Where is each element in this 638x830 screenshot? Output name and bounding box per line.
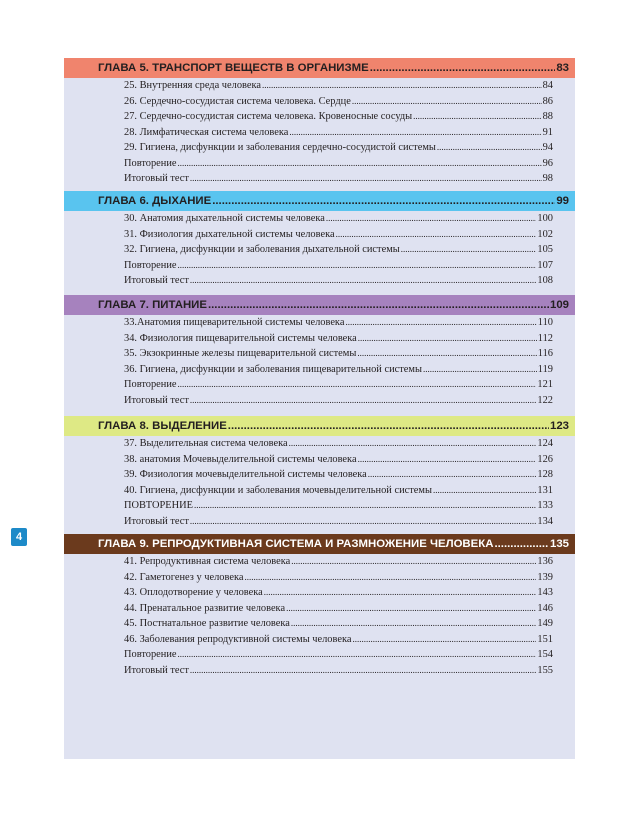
dot-leader xyxy=(178,647,537,663)
entry-title: Итоговый тест xyxy=(124,173,189,184)
chapter-page-number: 135 xyxy=(549,538,569,550)
entry-page-number: 94 xyxy=(542,142,553,153)
toc-entry[interactable] xyxy=(64,140,575,156)
entry-title: 41. Репродуктивная система человека xyxy=(124,556,291,567)
entry-page-number: 112 xyxy=(537,332,553,344)
toc-entry[interactable] xyxy=(64,346,575,362)
dot-leader xyxy=(352,94,542,110)
dot-leader xyxy=(413,109,541,125)
entry-page-number: 143 xyxy=(537,587,553,598)
chapter-header[interactable] xyxy=(64,295,575,315)
entry-title: 25. Внутренняя среда человека xyxy=(124,80,261,91)
entry-title: 32. Гигиена, дисфункции и заболевания дыхательной системы xyxy=(124,244,400,255)
toc-entry[interactable] xyxy=(64,498,575,514)
dot-leader xyxy=(289,125,541,141)
dot-leader xyxy=(190,514,536,530)
dot-leader xyxy=(358,452,537,468)
dot-leader xyxy=(423,362,537,378)
dot-leader xyxy=(286,601,536,617)
toc-entry[interactable] xyxy=(64,467,575,483)
chapter-9 xyxy=(64,534,575,678)
chapter-title: ГЛАВА 7. ПИТАНИЕ xyxy=(98,299,207,311)
dot-leader xyxy=(401,242,537,258)
entry-page-number: 105 xyxy=(537,244,553,255)
entry-title: Итоговый тест xyxy=(124,275,189,286)
chapter-page-number: 123 xyxy=(549,420,569,432)
toc-entry[interactable] xyxy=(64,601,575,617)
page-number-badge: 4 xyxy=(11,528,27,546)
chapter-page-number: 83 xyxy=(556,62,569,74)
dot-leader xyxy=(352,632,536,648)
dot-leader xyxy=(370,62,556,74)
entry-title: 29. Гигиена, дисфункции и заболевания сердечно-сосудистой системы xyxy=(124,142,436,153)
entry-page-number: 131 xyxy=(537,484,553,496)
dot-leader xyxy=(345,315,536,331)
chapter-page-number: 99 xyxy=(556,195,569,207)
entry-title: Повторение xyxy=(124,379,177,390)
entry-title: Итоговый тест xyxy=(124,394,189,406)
entry-page-number: 91 xyxy=(542,126,553,138)
dot-leader xyxy=(326,211,537,227)
entry-title: 42. Гаметогенез у человека xyxy=(124,571,244,583)
dot-leader xyxy=(264,585,537,601)
entry-page-number: 133 xyxy=(537,500,553,511)
entry-title: 36. Гигиена, дисфункции и заболевания пищеварительной системы xyxy=(124,363,422,375)
toc-entry[interactable] xyxy=(64,362,575,378)
entry-page-number: 154 xyxy=(537,649,553,660)
entry-title: Повторение xyxy=(124,259,177,271)
toc-entry[interactable] xyxy=(64,436,575,452)
toc-entry[interactable] xyxy=(64,514,575,530)
chapter-header[interactable] xyxy=(64,416,575,436)
toc-entry[interactable] xyxy=(64,585,575,601)
dot-leader xyxy=(291,554,536,570)
toc-entry[interactable] xyxy=(64,227,575,243)
dot-leader xyxy=(212,195,555,207)
dot-leader xyxy=(208,299,549,311)
toc-entry[interactable] xyxy=(64,94,575,110)
toc-entry[interactable] xyxy=(64,331,575,347)
toc-entry[interactable] xyxy=(64,377,575,393)
entry-page-number: 88 xyxy=(542,111,553,122)
toc-entry[interactable] xyxy=(64,78,575,94)
entry-page-number: 146 xyxy=(537,602,553,614)
dot-leader xyxy=(178,377,537,393)
entry-title: Повторение xyxy=(124,649,177,660)
dot-leader xyxy=(433,483,536,499)
entry-page-number: 151 xyxy=(537,633,553,645)
entry-title: 39. Физиология мочевыделительной системы человека xyxy=(124,469,367,480)
entry-page-number: 98 xyxy=(542,173,553,184)
entry-page-number: 100 xyxy=(537,213,553,224)
toc-entry[interactable] xyxy=(64,315,575,331)
entry-title: 34. Физиология пищеварительной системы человека xyxy=(124,332,357,344)
entry-title: 40. Гигиена, дисфункции и заболевания мочевыделительной системы xyxy=(124,484,432,496)
entry-title: 27. Сердечно-сосудистая система человека. Кровеносные сосуды xyxy=(124,111,413,122)
entry-title: 44. Пренатальное развитие человека xyxy=(124,602,286,614)
toc-entry[interactable] xyxy=(64,171,575,187)
toc-entry[interactable] xyxy=(64,109,575,125)
chapter-header[interactable] xyxy=(64,191,575,211)
chapter-7 xyxy=(64,295,575,408)
entry-page-number: 107 xyxy=(537,259,553,271)
entry-page-number: 84 xyxy=(542,80,553,91)
dot-leader xyxy=(244,570,536,586)
chapter-8 xyxy=(64,416,575,529)
dot-leader xyxy=(336,227,537,243)
entry-title: Итоговый тест xyxy=(124,664,189,676)
entry-page-number: 122 xyxy=(537,394,553,406)
entry-page-number: 96 xyxy=(542,157,553,169)
dot-leader xyxy=(228,420,549,432)
chapter-title: ГЛАВА 5. ТРАНСПОРТ ВЕЩЕСТВ В ОРГАНИЗМЕ xyxy=(98,62,369,74)
toc-entry[interactable] xyxy=(64,554,575,570)
entry-title: 45. Постнатальное развитие человека xyxy=(124,618,290,629)
entry-title: 30. Анатомия дыхательной системы человека xyxy=(124,213,325,224)
dot-leader xyxy=(289,436,537,452)
toc-entry[interactable] xyxy=(64,632,575,648)
entry-title: 35. Экзокринные железы пищеварительной системы xyxy=(124,348,357,359)
entry-title: 46. Заболевания репродуктивной системы человека xyxy=(124,633,352,645)
toc-entry[interactable] xyxy=(64,242,575,258)
dot-leader xyxy=(358,331,537,347)
chapter-page-number: 109 xyxy=(549,299,569,311)
chapter-header[interactable] xyxy=(64,534,575,554)
toc-entry[interactable] xyxy=(64,570,575,586)
entry-title: 26. Сердечно-сосудистая система человека. Сердце xyxy=(124,95,351,107)
toc-entry[interactable] xyxy=(64,452,575,468)
chapter-title: ГЛАВА 8. ВЫДЕЛЕНИЕ xyxy=(98,420,227,432)
entry-page-number: 116 xyxy=(537,348,553,359)
entry-page-number: 139 xyxy=(537,571,553,583)
toc-entry[interactable] xyxy=(64,663,575,679)
dot-leader xyxy=(368,467,537,483)
toc-entry[interactable] xyxy=(64,258,575,274)
entry-page-number: 110 xyxy=(537,317,553,328)
table-of-contents xyxy=(64,58,575,759)
chapter-header[interactable] xyxy=(64,58,575,78)
entry-page-number: 134 xyxy=(537,515,553,527)
chapter-5 xyxy=(64,58,575,187)
entry-title: ПОВТОРЕНИЕ xyxy=(124,500,193,511)
entry-page-number: 128 xyxy=(537,469,553,480)
chapter-title: ГЛАВА 9. РЕПРОДУКТИВНАЯ СИСТЕМА И РАЗМНОЖЕНИЕ ЧЕЛОВЕКА xyxy=(98,538,494,550)
entry-title: Итоговый тест xyxy=(124,515,189,527)
toc-entry[interactable] xyxy=(64,483,575,499)
toc-entry[interactable] xyxy=(64,393,575,409)
dot-leader xyxy=(357,346,536,362)
entry-page-number: 126 xyxy=(537,453,553,465)
chapter-title: ГЛАВА 6. ДЫХАНИЕ xyxy=(98,195,212,207)
toc-entry[interactable] xyxy=(64,125,575,141)
dot-leader xyxy=(262,78,542,94)
entry-title: 33.Анатомия пищеварительной системы человека xyxy=(124,317,345,328)
toc-entry[interactable] xyxy=(64,616,575,632)
dot-leader xyxy=(190,273,536,289)
dot-leader xyxy=(178,156,542,172)
dot-leader xyxy=(494,538,549,550)
dot-leader xyxy=(190,663,536,679)
dot-leader xyxy=(194,498,536,514)
entry-page-number: 124 xyxy=(537,438,553,449)
entry-title: 28. Лимфатическая система человека xyxy=(124,126,289,138)
entry-page-number: 119 xyxy=(537,363,553,375)
toc-entry[interactable] xyxy=(64,647,575,663)
entry-page-number: 121 xyxy=(537,379,553,390)
toc-entry[interactable] xyxy=(64,211,575,227)
chapter-6 xyxy=(64,191,575,289)
entry-page-number: 136 xyxy=(537,556,553,567)
entry-title: 38. анатомия Мочевыделительной системы человека xyxy=(124,453,357,465)
entry-title: 43. Оплодотворение у человека xyxy=(124,587,263,598)
dot-leader xyxy=(291,616,537,632)
toc-entry[interactable] xyxy=(64,156,575,172)
entry-page-number: 149 xyxy=(537,618,553,629)
toc-entry[interactable] xyxy=(64,273,575,289)
dot-leader xyxy=(178,258,537,274)
dot-leader xyxy=(190,393,536,409)
entry-page-number: 102 xyxy=(537,228,553,240)
dot-leader xyxy=(437,140,542,156)
entry-page-number: 108 xyxy=(537,275,553,286)
dot-leader xyxy=(190,171,542,187)
entry-title: 37. Выделительная система человека xyxy=(124,438,288,449)
entry-page-number: 155 xyxy=(537,664,553,676)
entry-title: Повторение xyxy=(124,157,177,169)
entry-title: 31. Физиология дыхательной системы человека xyxy=(124,228,335,240)
entry-page-number: 86 xyxy=(542,95,553,107)
